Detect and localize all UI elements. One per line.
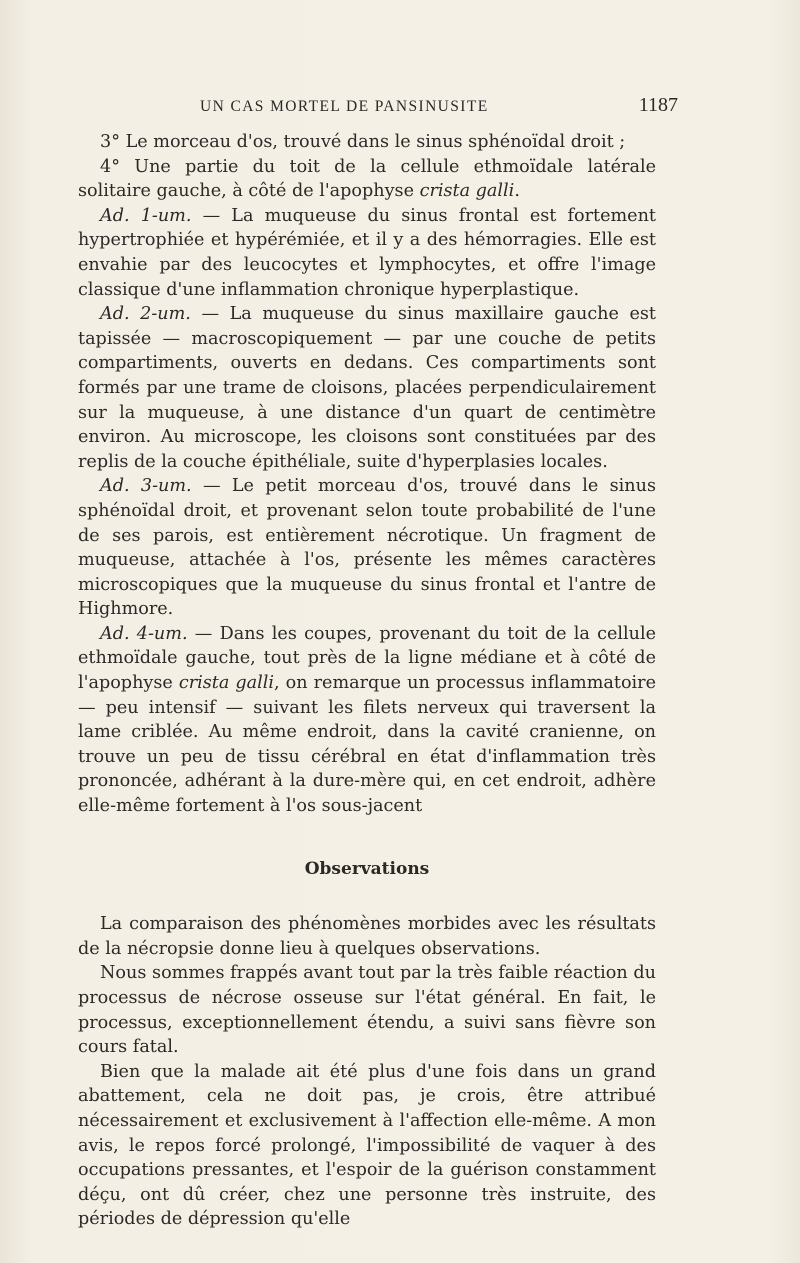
page-header	[200, 94, 678, 120]
page-number: 1187	[638, 94, 678, 116]
body-text	[78, 130, 656, 1232]
ad-4-text-end: , on remarque un processus inflammatoire — peu intensif — suivant les filets nerveux qui traversent la lame criblée. Au même endroit, dans la cavité cranienne, on trouve un peu de tissu cérébral en état d'inflammation très prononcée, adhérant à la dure-mère qui, en cet endroit, adhère elle-même fortement à l'os sous-jacent	[78, 673, 656, 817]
ad-4-text: — Dans les coupes, provenant du toit de la cellule ethmoïdale gauche, tout près de la ligne médiane et à côté de l'apophyse	[78, 623, 656, 694]
ad-2-text: — La muqueuse du sinus maxillaire gauche est tapissée — macroscopiquement — par une couche de petits compartiments, ouverts en dedans. Ces compartiments sont formés par une trame de cloisons, placées perpendiculairement sur la muqueuse, à une distance d'un quart de centimètre environ. Au microscope, les cloisons sont constituées par des replis de la couche épithéliale, suite d'hyperplasies locales.	[78, 304, 656, 472]
item-4-latin-term: crista galli	[419, 181, 515, 202]
paragraph-item-4	[78, 155, 656, 204]
item-3-text: 3° Le morceau d'os, trouvé dans le sinus sphénoïdal droit ;	[100, 132, 626, 152]
paragraph-ad-4	[78, 622, 656, 819]
ad-4-label: Ad. 4-um.	[100, 623, 188, 644]
ad-3-label: Ad. 3-um.	[100, 476, 192, 497]
section-heading-observations: Observations	[304, 858, 430, 879]
ad-3-text: — Le petit morceau d'os, trouvé dans le sinus sphénoïdal droit, et provenant selon toute probabilité de l'une de ses parois, est entièrement nécrotique. Un fragment de muqueuse, attachée à l'os, présente les mêmes caractères microscopiques que la muqueuse du sinus frontal et l'antre de Highmore.	[78, 476, 656, 620]
item-4-end: .	[514, 181, 520, 202]
ad-2-label: Ad. 2-um.	[100, 304, 191, 325]
paragraph-observations-3: Bien que la malade ait été plus d'une fois dans un grand abattement, cela ne doit pas, je crois, être attribué nécessairement et exclusivement à l'affection elle-même. A mon avis, le repos forcé prolongé, l'impossibilité de vaquer à des occupations pressantes, et l'espoir de la guérison constamment déçu, ont dû créer, chez une personne très instruite, des périodes de dépression qu'elle	[78, 1061, 656, 1230]
paragraph-ad-1	[78, 204, 656, 302]
ad-1-text: — La muqueuse du sinus frontal est fortement hypertrophiée et hypérémiée, et il y a des hémorragies. Elle est envahie par des leucocytes et lymphocytes, et offre l'image classique d'une inflammation chronique hyperplastique.	[78, 205, 656, 300]
paragraph-observations-2: Nous sommes frappés avant tout par la très faible réaction du processus de nécrose osseuse sur l'état général. En fait, le processus, exceptionnellement étendu, a suivi sans fièvre son cours fatal.	[78, 963, 656, 1058]
paragraph-observations-1: La comparaison des phénomènes morbides avec les résultats de la nécropsie donne lieu à quelques observations.	[78, 914, 656, 959]
ad-4-latin-term: crista galli	[178, 673, 275, 694]
paragraph-ad-2	[78, 302, 656, 474]
running-head: UN CAS MORTEL DE PANSINUSITE	[200, 98, 489, 115]
item-4-text: 4° Une partie du toit de la cellule ethmoïdale latérale solitaire gauche, à côté de l'apophyse	[78, 156, 656, 202]
ad-1-label: Ad. 1-um.	[100, 205, 192, 226]
paragraph-ad-3	[78, 474, 656, 622]
paragraph-item-3	[78, 130, 656, 155]
